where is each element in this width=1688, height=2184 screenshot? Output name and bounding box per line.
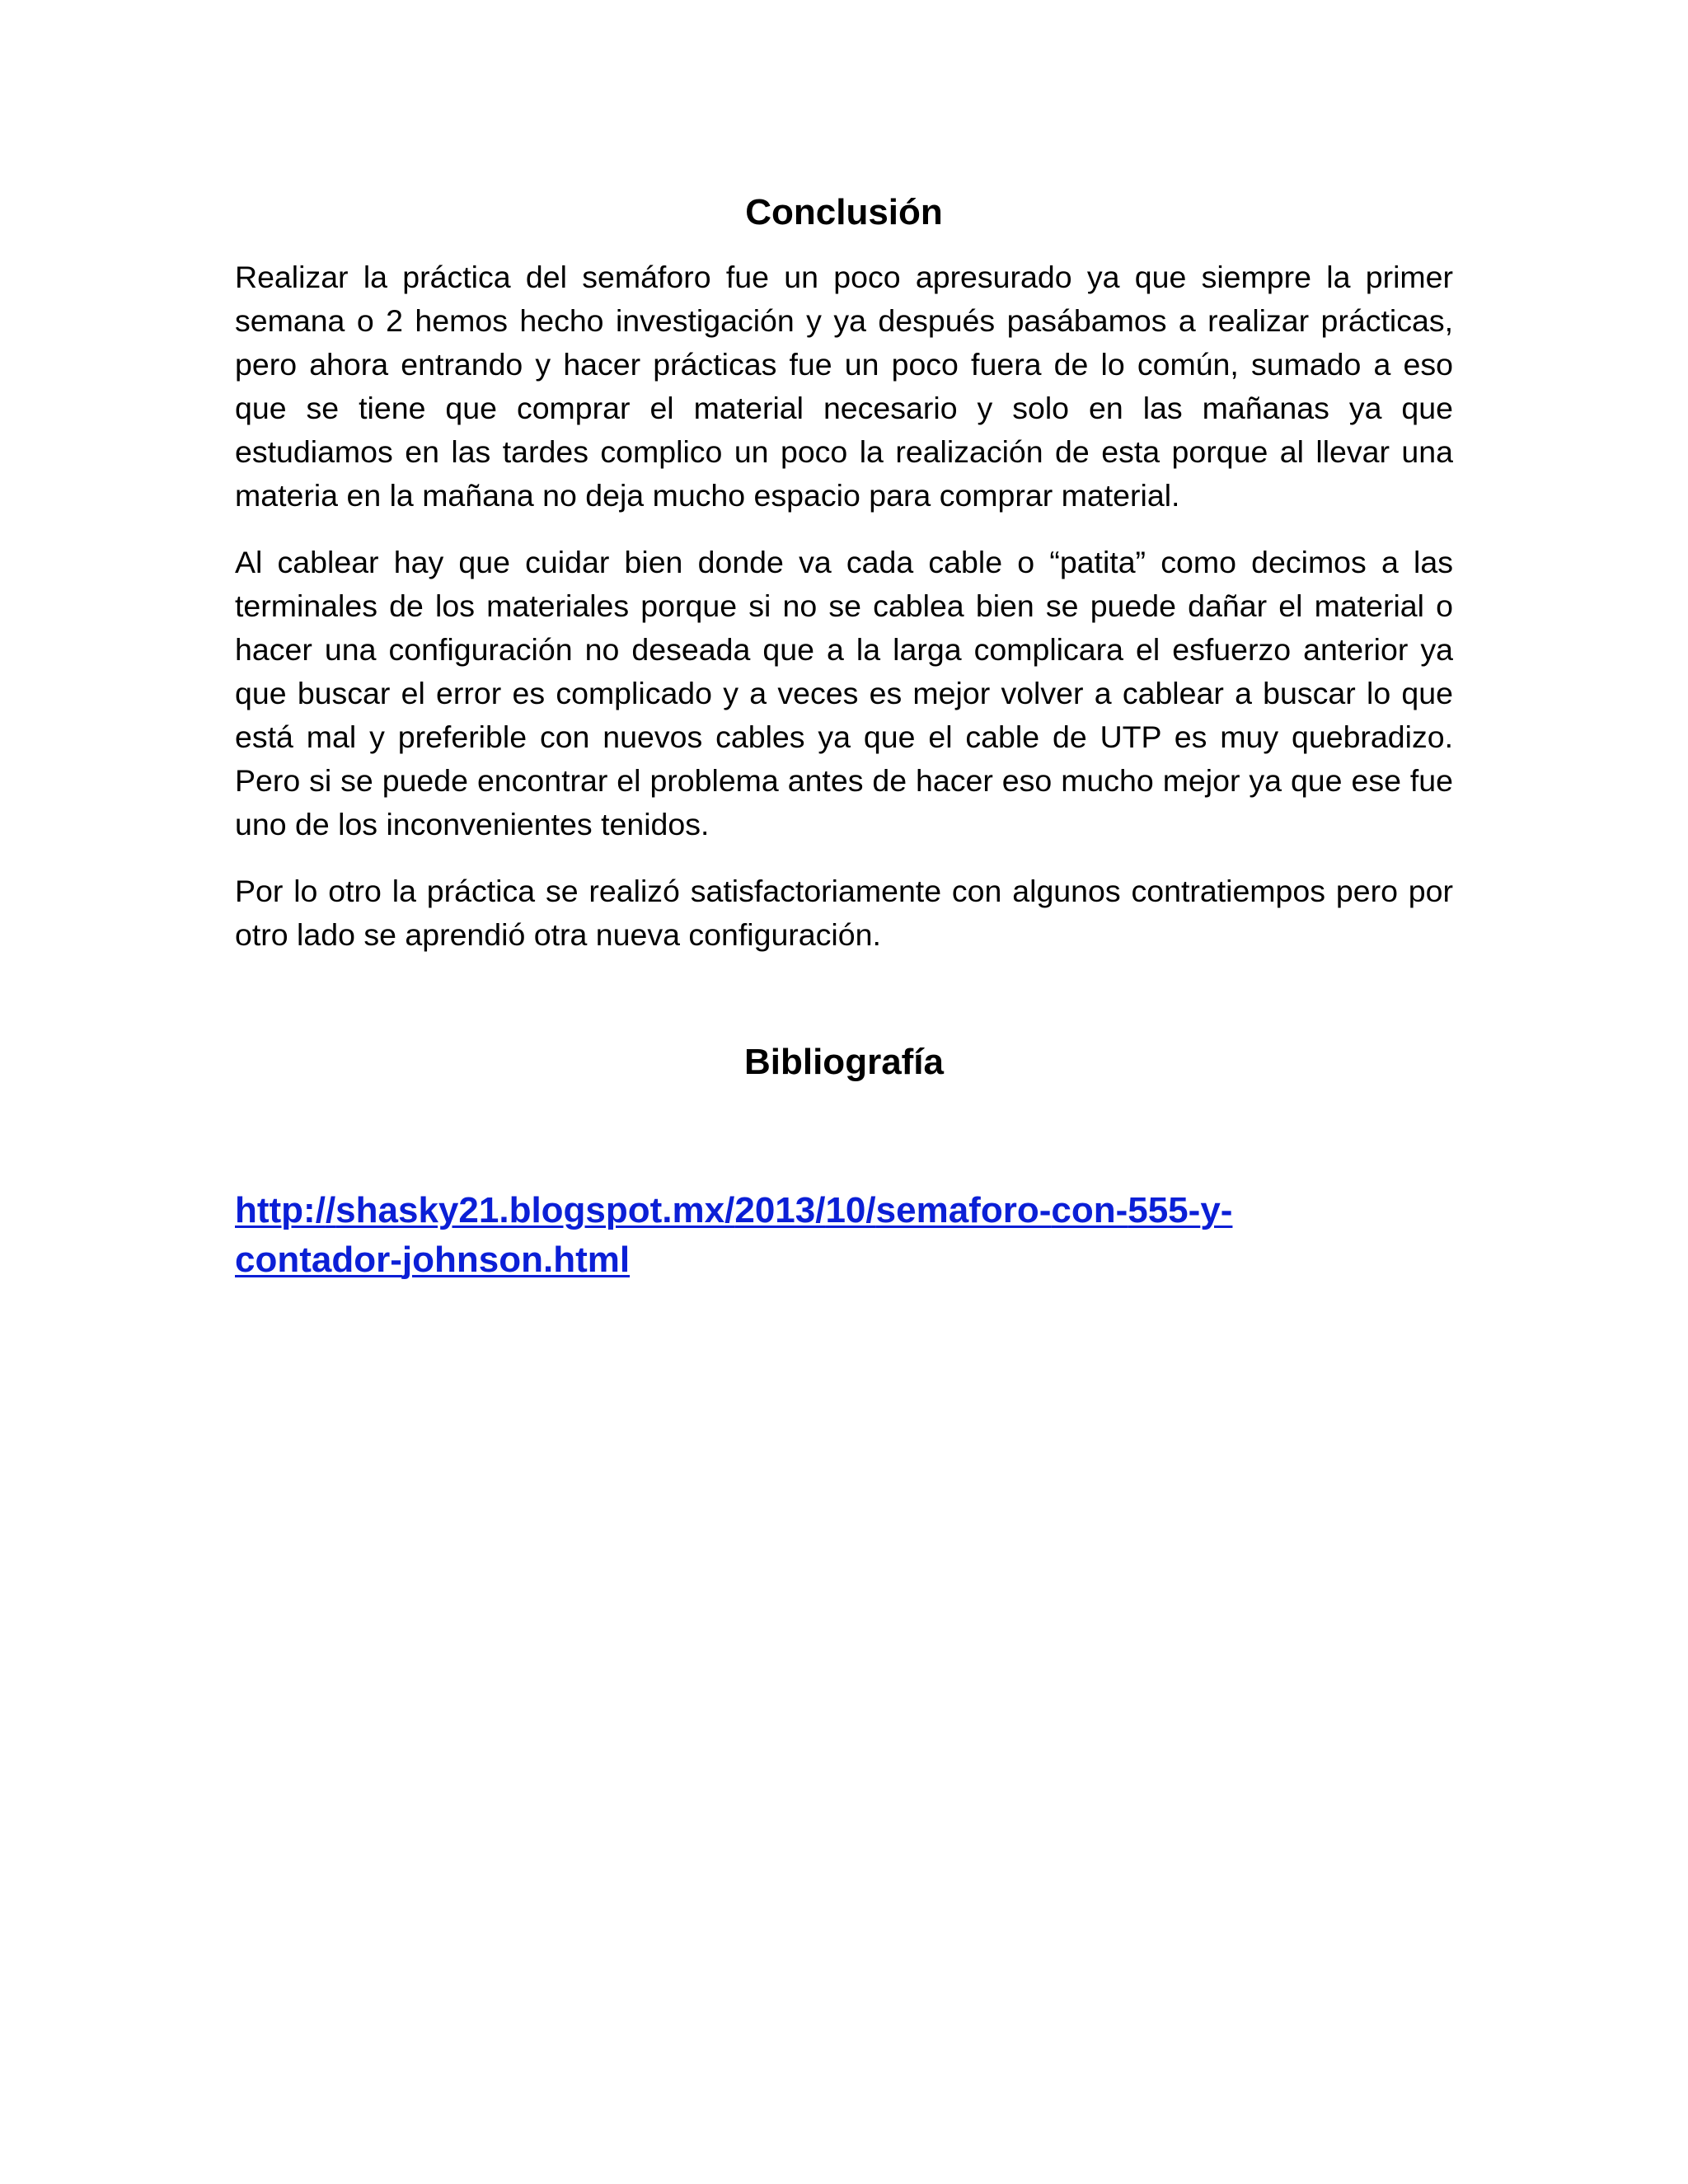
bibliography-link[interactable]: http://shasky21.blogspot.mx/2013/10/semaforo-con-555-y-contador-johnson.html — [235, 1190, 1233, 1280]
conclusion-heading: Conclusión — [745, 192, 943, 232]
conclusion-paragraph-3: Por lo otro la práctica se realizó satisfactoriamente con algunos contratiempos pero por otro lado se aprendió otra nueva configuración. — [235, 874, 1453, 952]
bibliography-heading: Bibliografía — [743, 1042, 945, 1082]
conclusion-paragraph-1: Realizar la práctica del semáforo fue un poco apresurado ya que siempre la primer semana o 2 hemos hecho investigación y ya después pasábamos a realizar prácticas, pero ahora entrando y hacer prácticas fue un poco fuera de lo común, sumado a eso que se tiene que comprar el material necesario y solo en las mañanas ya que estudiamos en las tardes complico un poco la realización de esta porque al llevar una materia en la mañana no deja mucho espacio para comprar material. — [235, 260, 1453, 513]
conclusion-paragraph-2: Al cablear hay que cuidar bien donde va cada cable o “patita” como decimos a las terminales de los materiales porque si no se cablea bien se puede dañar el material o hacer una configuración no deseada que a la larga complicara el esfuerzo anterior ya que buscar el error es complicado y a veces es mejor volver a cablear a buscar lo que está mal y preferible con nuevos cables ya que el cable de UTP es muy quebradizo. Pero si se puede encontrar el problema antes de hacer eso mucho mejor ya que ese fue uno de los inconvenientes tenidos. — [235, 545, 1453, 841]
page-content — [235, 188, 1453, 1285]
